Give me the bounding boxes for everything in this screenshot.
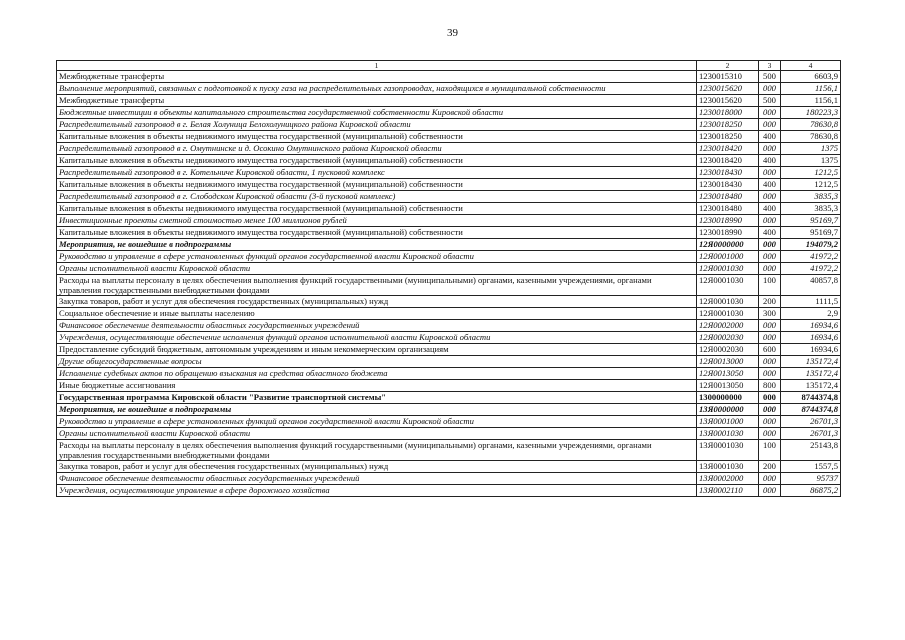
row-name-cell: Закупка товаров, работ и услуг для обеспечения государственных (муниципальных) нужд xyxy=(57,461,697,473)
row-type-cell: 400 xyxy=(759,155,781,167)
table-row xyxy=(57,107,841,119)
table-row xyxy=(57,71,841,83)
table-row xyxy=(57,368,841,380)
row-sum-cell: 95737 xyxy=(781,473,841,485)
row-name-cell: Расходы на выплаты персоналу в целях обеспечения выполнения функций государственными (муниципальными) органами, казенными учреждениями, органами управления государственными внебюджетными фондами xyxy=(57,275,697,296)
row-code-cell: 12Я0013050 xyxy=(697,380,759,392)
header-col-3: 3 xyxy=(759,61,781,71)
row-sum-cell: 3835,3 xyxy=(781,191,841,203)
row-sum-cell: 1212,5 xyxy=(781,179,841,191)
row-sum-cell: 16934,6 xyxy=(781,344,841,356)
row-type-cell: 000 xyxy=(759,143,781,155)
row-type-cell: 000 xyxy=(759,119,781,131)
row-code-cell: 1230018990 xyxy=(697,215,759,227)
row-name-cell: Инвестиционные проекты сметной стоимостью менее 100 миллионов рублей xyxy=(57,215,697,227)
row-sum-cell: 26701,3 xyxy=(781,428,841,440)
row-type-cell: 100 xyxy=(759,440,781,461)
budget-table xyxy=(56,60,841,497)
table-header-row xyxy=(57,61,841,71)
row-type-cell: 000 xyxy=(759,485,781,497)
row-code-cell: 1230018430 xyxy=(697,167,759,179)
table-row xyxy=(57,380,841,392)
row-code-cell: 12Я0001030 xyxy=(697,263,759,275)
table-row xyxy=(57,356,841,368)
table-row xyxy=(57,485,841,497)
row-type-cell: 000 xyxy=(759,191,781,203)
row-code-cell: 1230018420 xyxy=(697,155,759,167)
row-type-cell: 500 xyxy=(759,95,781,107)
row-sum-cell: 86875,2 xyxy=(781,485,841,497)
row-code-cell: 12Я0001030 xyxy=(697,296,759,308)
table-row xyxy=(57,131,841,143)
row-sum-cell: 78630,8 xyxy=(781,131,841,143)
row-name-cell: Другие общегосударственные вопросы xyxy=(57,356,697,368)
table-row xyxy=(57,461,841,473)
row-type-cell: 000 xyxy=(759,404,781,416)
row-type-cell: 000 xyxy=(759,416,781,428)
row-sum-cell: 40857,8 xyxy=(781,275,841,296)
row-type-cell: 000 xyxy=(759,263,781,275)
row-name-cell: Капитальные вложения в объекты недвижимого имущества государственной (муниципальной) собственности xyxy=(57,227,697,239)
table-row xyxy=(57,95,841,107)
row-sum-cell: 6603,9 xyxy=(781,71,841,83)
row-type-cell: 000 xyxy=(759,107,781,119)
row-code-cell: 1230018480 xyxy=(697,203,759,215)
row-name-cell: Мероприятия, не вошедшие в подпрограммы xyxy=(57,239,697,251)
table-row xyxy=(57,296,841,308)
row-sum-cell: 26701,3 xyxy=(781,416,841,428)
row-sum-cell: 135172,4 xyxy=(781,380,841,392)
row-type-cell: 000 xyxy=(759,167,781,179)
row-type-cell: 500 xyxy=(759,71,781,83)
row-sum-cell: 2,9 xyxy=(781,308,841,320)
header-col-1: 1 xyxy=(57,61,697,71)
table-row xyxy=(57,119,841,131)
row-name-cell: Распределительный газопровод в г. Слободском Кировской области (3-й пусковой комплекс) xyxy=(57,191,697,203)
row-sum-cell: 1156,1 xyxy=(781,95,841,107)
row-name-cell: Выполнение мероприятий, связанных с подготовкой к пуску газа на распределительных газопроводах, находящихся в муниципальной собственности xyxy=(57,83,697,95)
table-row xyxy=(57,404,841,416)
row-sum-cell: 194079,2 xyxy=(781,239,841,251)
row-name-cell: Государственная программа Кировской области "Развитие транспортной системы" xyxy=(57,392,697,404)
row-name-cell: Социальное обеспечение и иные выплаты населению xyxy=(57,308,697,320)
table-row xyxy=(57,227,841,239)
row-code-cell: 12Я0001030 xyxy=(697,308,759,320)
row-type-cell: 000 xyxy=(759,332,781,344)
row-type-cell: 000 xyxy=(759,215,781,227)
row-name-cell: Иные бюджетные ассигнования xyxy=(57,380,697,392)
row-code-cell: 13Я0000000 xyxy=(697,404,759,416)
row-type-cell: 200 xyxy=(759,296,781,308)
row-sum-cell: 1111,5 xyxy=(781,296,841,308)
row-code-cell: 12Я0000000 xyxy=(697,239,759,251)
row-sum-cell: 1156,1 xyxy=(781,83,841,95)
row-code-cell: 13Я0001000 xyxy=(697,416,759,428)
table-row xyxy=(57,203,841,215)
row-code-cell: 13Я0001030 xyxy=(697,461,759,473)
table-row xyxy=(57,191,841,203)
table-row xyxy=(57,473,841,485)
row-name-cell: Исполнение судебных актов по обращению взыскания на средства областного бюджета xyxy=(57,368,697,380)
row-sum-cell: 135172,4 xyxy=(781,368,841,380)
row-name-cell: Распределительный газопровод в г. Омутнинске и д. Осокино Омутнинского района Кировской области xyxy=(57,143,697,155)
row-sum-cell: 78630,8 xyxy=(781,119,841,131)
row-type-cell: 000 xyxy=(759,428,781,440)
table-row xyxy=(57,251,841,263)
row-type-cell: 000 xyxy=(759,392,781,404)
row-name-cell: Мероприятия, не вошедшие в подпрограммы xyxy=(57,404,697,416)
row-name-cell: Бюджетные инвестиции в объекты капитального строительства государственной собственности Кировской области xyxy=(57,107,697,119)
row-code-cell: 13Я0002110 xyxy=(697,485,759,497)
table-row xyxy=(57,167,841,179)
row-code-cell: 13Я0001030 xyxy=(697,440,759,461)
table-row xyxy=(57,263,841,275)
row-sum-cell: 1375 xyxy=(781,143,841,155)
header-col-4: 4 xyxy=(781,61,841,71)
row-sum-cell: 135172,4 xyxy=(781,356,841,368)
table-row xyxy=(57,143,841,155)
page-number: 39 xyxy=(447,27,458,39)
row-code-cell: 1230018000 xyxy=(697,107,759,119)
row-code-cell: 1230018990 xyxy=(697,227,759,239)
row-sum-cell: 3835,3 xyxy=(781,203,841,215)
table-row xyxy=(57,320,841,332)
row-name-cell: Распределительный газопровод в г. Котельниче Кировской области, 1 пусковой комплекс xyxy=(57,167,697,179)
row-name-cell: Руководство и управление в сфере установленных функций органов государственной власти Кировской области xyxy=(57,251,697,263)
row-sum-cell: 180223,3 xyxy=(781,107,841,119)
table-row xyxy=(57,416,841,428)
row-code-cell: 13Я0002000 xyxy=(697,473,759,485)
row-name-cell: Распределительный газопровод в г. Белая Холуница Белохолуницкого района Кировской области xyxy=(57,119,697,131)
row-type-cell: 400 xyxy=(759,203,781,215)
row-type-cell: 600 xyxy=(759,344,781,356)
row-sum-cell: 16934,6 xyxy=(781,320,841,332)
row-code-cell: 12Я0002030 xyxy=(697,332,759,344)
row-type-cell: 000 xyxy=(759,251,781,263)
row-name-cell: Межбюджетные трансферты xyxy=(57,95,697,107)
row-code-cell: 12Я0002030 xyxy=(697,344,759,356)
row-sum-cell: 8744374,8 xyxy=(781,392,841,404)
row-type-cell: 000 xyxy=(759,83,781,95)
row-name-cell: Капитальные вложения в объекты недвижимого имущества государственной (муниципальной) собственности xyxy=(57,131,697,143)
row-type-cell: 100 xyxy=(759,275,781,296)
row-sum-cell: 95169,7 xyxy=(781,215,841,227)
row-name-cell: Закупка товаров, работ и услуг для обеспечения государственных (муниципальных) нужд xyxy=(57,296,697,308)
row-sum-cell: 25143,8 xyxy=(781,440,841,461)
row-code-cell: 1230015620 xyxy=(697,95,759,107)
row-type-cell: 000 xyxy=(759,320,781,332)
table-row xyxy=(57,440,841,461)
row-code-cell: 12Я0001030 xyxy=(697,275,759,296)
table-row xyxy=(57,308,841,320)
row-name-cell: Межбюджетные трансферты xyxy=(57,71,697,83)
row-name-cell: Органы исполнительной власти Кировской области xyxy=(57,428,697,440)
row-name-cell: Капитальные вложения в объекты недвижимого имущества государственной (муниципальной) собственности xyxy=(57,203,697,215)
row-sum-cell: 1375 xyxy=(781,155,841,167)
row-code-cell: 1230015620 xyxy=(697,83,759,95)
table-row xyxy=(57,392,841,404)
header-col-2: 2 xyxy=(697,61,759,71)
row-name-cell: Руководство и управление в сфере установленных функций органов государственной власти Кировской области xyxy=(57,416,697,428)
table-row xyxy=(57,428,841,440)
row-type-cell: 000 xyxy=(759,368,781,380)
row-name-cell: Капитальные вложения в объекты недвижимого имущества государственной (муниципальной) собственности xyxy=(57,179,697,191)
row-name-cell: Финансовое обеспечение деятельности областных государственных учреждений xyxy=(57,320,697,332)
row-code-cell: 1230018480 xyxy=(697,191,759,203)
table-row xyxy=(57,332,841,344)
row-type-cell: 200 xyxy=(759,461,781,473)
row-type-cell: 300 xyxy=(759,308,781,320)
row-sum-cell: 16934,6 xyxy=(781,332,841,344)
row-name-cell: Предоставление субсидий бюджетным, автономным учреждениям и иным некоммерческим организациям xyxy=(57,344,697,356)
row-type-cell: 000 xyxy=(759,356,781,368)
row-code-cell: 1230015310 xyxy=(697,71,759,83)
row-type-cell: 000 xyxy=(759,239,781,251)
row-code-cell: 12Я0013000 xyxy=(697,356,759,368)
table-row xyxy=(57,239,841,251)
row-code-cell: 1230018250 xyxy=(697,131,759,143)
row-sum-cell: 95169,7 xyxy=(781,227,841,239)
table-row xyxy=(57,344,841,356)
row-code-cell: 1300000000 xyxy=(697,392,759,404)
row-name-cell: Капитальные вложения в объекты недвижимого имущества государственной (муниципальной) собственности xyxy=(57,155,697,167)
row-code-cell: 1230018430 xyxy=(697,179,759,191)
row-sum-cell: 8744374,8 xyxy=(781,404,841,416)
row-name-cell: Учреждения, осуществляющие обеспечение исполнения функций органов исполнительной власти Кировской области xyxy=(57,332,697,344)
table-row xyxy=(57,179,841,191)
row-code-cell: 12Я0001000 xyxy=(697,251,759,263)
row-name-cell: Органы исполнительной власти Кировской области xyxy=(57,263,697,275)
row-type-cell: 800 xyxy=(759,380,781,392)
row-name-cell: Расходы на выплаты персоналу в целях обеспечения выполнения функций государственными (муниципальными) органами, казенными учреждениями, органами управления государственными внебюджетными фондами xyxy=(57,440,697,461)
row-code-cell: 12Я0013050 xyxy=(697,368,759,380)
row-sum-cell: 41972,2 xyxy=(781,251,841,263)
row-sum-cell: 1557,5 xyxy=(781,461,841,473)
row-code-cell: 1230018420 xyxy=(697,143,759,155)
row-sum-cell: 41972,2 xyxy=(781,263,841,275)
table-row xyxy=(57,215,841,227)
row-type-cell: 400 xyxy=(759,131,781,143)
row-type-cell: 400 xyxy=(759,227,781,239)
row-type-cell: 400 xyxy=(759,179,781,191)
table-row xyxy=(57,83,841,95)
row-code-cell: 12Я0002000 xyxy=(697,320,759,332)
row-code-cell: 1230018250 xyxy=(697,119,759,131)
row-name-cell: Учреждения, осуществляющие управление в сфере дорожного хозяйства xyxy=(57,485,697,497)
row-type-cell: 000 xyxy=(759,473,781,485)
row-name-cell: Финансовое обеспечение деятельности областных государственных учреждений xyxy=(57,473,697,485)
row-sum-cell: 1212,5 xyxy=(781,167,841,179)
row-code-cell: 13Я0001030 xyxy=(697,428,759,440)
table-row xyxy=(57,155,841,167)
table-row xyxy=(57,275,841,296)
